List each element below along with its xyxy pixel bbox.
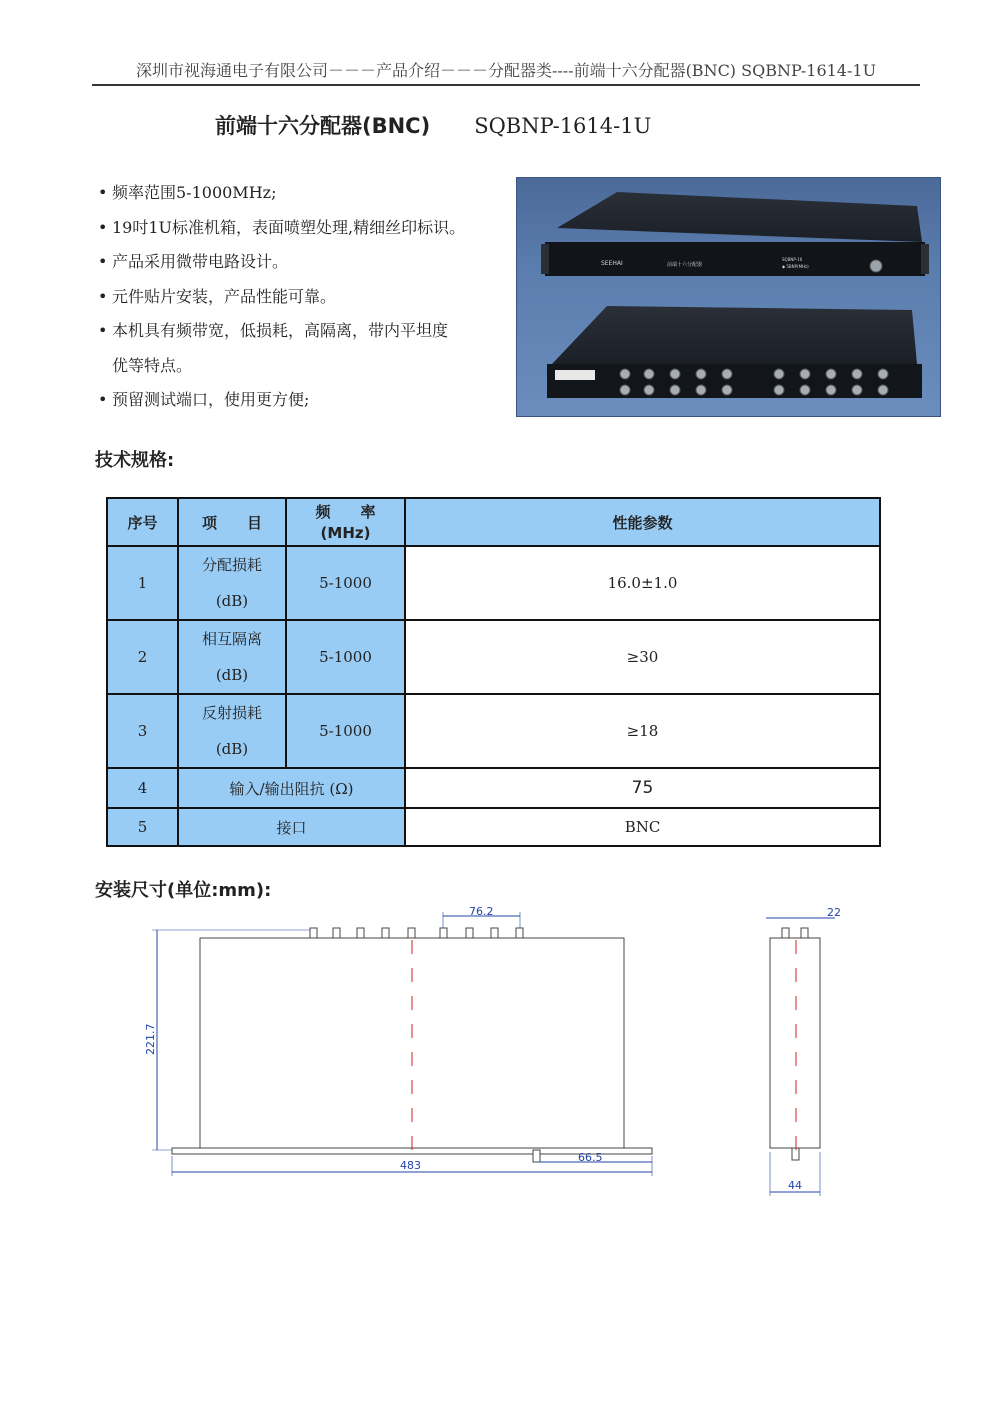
feature-text: 19吋1U标准机箱，表面喷塑处理,精细丝印标识。 [112,217,466,237]
feature-item [98,280,498,315]
bnc-connector-icon [620,369,630,379]
feature-item [98,176,498,211]
header-item: 项 目 [178,498,286,546]
cell-value: ≥30 [405,620,880,694]
feature-text: 本机具有频带宽，低损耗，高隔离，带内平坦度 [112,321,449,340]
bnc-connector-icon [644,385,654,395]
header-freq-top: 频 率 [315,503,376,521]
cell-item-top: 反射损耗 [201,704,262,722]
bnc-connector-icon [696,385,706,395]
feature-list [98,176,498,418]
page-header: 深圳市视海通电子有限公司－－－产品介绍－－－分配器类----前端十六分配器(BNC) SQBNP-1614-1U [92,58,920,86]
bnc-connector-icon [800,385,810,395]
cell-no: 4 [107,768,178,808]
cell-item-bottom: (dB) [215,740,249,758]
bnc-connector-icon [852,369,862,379]
header-param: 性能参数 [405,498,880,546]
side-connector-1 [782,928,789,938]
cell-value: ≥18 [405,694,880,768]
cell-no: 5 [107,808,178,846]
spec-section-title: 技术规格: [95,450,175,471]
front-panel [545,242,925,276]
product-photo-illustration [517,178,940,416]
product-photo [516,177,941,417]
barcode-label [555,370,595,380]
bullet: • [98,286,108,306]
cell-item-bottom: (dB) [215,592,249,610]
feature-item [98,245,498,280]
rear-unit-top-surface [552,306,917,364]
rear-panel [547,364,922,398]
height-label: 221.7 [144,1023,157,1055]
top-connectors [310,928,523,938]
cell-item-top: 分配损耗 [201,556,262,574]
side-view-outline [770,938,820,1148]
bnc-connector-icon [696,369,706,379]
feature-item [98,211,498,246]
bnc-connector-icon [644,369,654,379]
bnc-connector-icon [826,385,836,395]
cell-no: 1 [107,546,178,620]
bnc-connector-icon [878,369,888,379]
header-no: 序号 [107,498,178,546]
front-model: SQBNP-16 [782,257,803,262]
dims-section-title: 安装尺寸(单位:mm): [95,880,272,901]
rack-ear-right [921,244,929,274]
front-brand: SEEHAI [601,260,623,267]
side-width-label: 44 [788,1179,802,1192]
feature-item [98,383,498,418]
bnc-connector-icon [800,369,810,379]
bullet: • [98,321,108,340]
bottom-connector [533,1150,540,1162]
unit-top-surface [557,192,922,242]
input-bnc-connector [870,260,882,272]
cell-no: 2 [107,620,178,694]
header-freq-bottom: (MHz) [320,524,371,542]
table-row [107,694,880,768]
width-label: 483 [400,1159,421,1172]
cell-value: BNC [405,808,880,846]
bnc-connector-icon [774,369,784,379]
feature-text: 元件贴片安装，产品性能可靠。 [112,286,337,306]
feature-text: 预留测试端口，使用更方便; [112,390,310,409]
cell-item [178,620,286,694]
dimension-drawing [130,900,850,1200]
product-name: 前端十六分配器(BNC) [215,114,431,138]
bnc-connector-icon [722,369,732,379]
feature-text: 频率范围5-1000MHz; [112,183,277,202]
feature-item [98,314,498,383]
cell-item [178,546,286,620]
front-model-2: ◆ 5BNP(MHz) [782,264,809,269]
cell-freq: 5-1000 [286,620,405,694]
side-connector-2 [801,928,808,938]
cell-no: 3 [107,694,178,768]
bnc-connector-icon [878,385,888,395]
table-row [107,546,880,620]
feature-text-continued: 优等特点。 [112,355,193,375]
cell-item: 输入/输出阻抗 (Ω) [178,768,405,808]
cell-item: 接口 [178,808,405,846]
bnc-connector-icon [670,385,680,395]
cell-item-top: 相互隔离 [201,630,262,648]
bnc-connector-icon [722,385,732,395]
bnc-connector-icon [774,385,784,395]
cell-value: 16.0±1.0 [405,546,880,620]
table-row [107,620,880,694]
table-header-row [107,498,880,546]
cell-freq: 5-1000 [286,546,405,620]
bullet: • [98,217,108,237]
pitch-label: 76.2 [469,905,494,918]
offset-label: 66.5 [578,1151,603,1164]
rack-ear-left [541,244,549,274]
header-freq [286,498,405,546]
bullet: • [98,183,108,202]
feature-text: 产品采用微带电路设计。 [112,252,289,271]
table-row [107,808,880,846]
cell-value: 75 [405,768,880,808]
bnc-connector-icon [670,369,680,379]
table-row [107,768,880,808]
bullet: • [98,252,108,271]
bnc-connector-icon [852,385,862,395]
product-title [215,110,651,140]
cell-item [178,694,286,768]
product-model: SQBNP-1614-1U [474,114,652,138]
front-label: 前端十六分配器 [667,262,703,268]
bnc-connector-icon [620,385,630,395]
cell-freq: 5-1000 [286,694,405,768]
side-top-label: 22 [827,906,841,919]
spec-table [106,497,881,847]
bullet: • [98,390,108,409]
bnc-connector-icon [826,369,836,379]
cell-item-bottom: (dB) [215,666,249,684]
